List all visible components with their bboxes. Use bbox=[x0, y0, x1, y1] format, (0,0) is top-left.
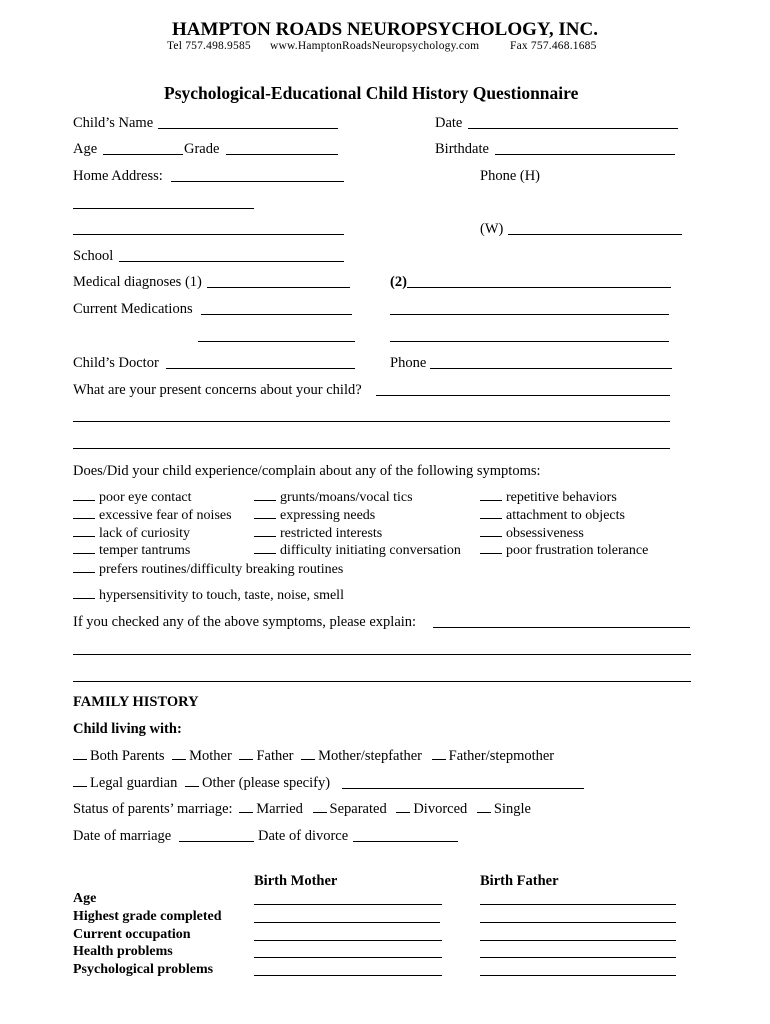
parent-row-label: Current occupation bbox=[73, 927, 191, 942]
checkbox-both-parents[interactable] bbox=[73, 747, 87, 760]
symptom-checkbox[interactable] bbox=[254, 541, 276, 554]
form-title: Psychological-Educational Child History Questionnaire bbox=[164, 83, 579, 103]
other-specify-field[interactable] bbox=[342, 788, 584, 789]
symptom-checkbox[interactable] bbox=[254, 506, 276, 519]
checkbox-mother[interactable] bbox=[172, 747, 186, 760]
current-medications-label: Current Medications bbox=[73, 301, 193, 317]
symptom-checkbox[interactable] bbox=[480, 541, 502, 554]
symptom-item[interactable]: difficulty initiating conversation bbox=[254, 541, 461, 559]
symptom-checkbox[interactable] bbox=[254, 524, 276, 537]
family-history-heading: FAMILY HISTORY bbox=[73, 694, 199, 710]
date-of-marriage-label: Date of marriage bbox=[73, 828, 172, 844]
checkbox-separated[interactable] bbox=[313, 800, 327, 813]
company-website: www.HamptonRoadsNeuropsychology.com bbox=[270, 40, 480, 52]
symptom-checkbox[interactable] bbox=[480, 488, 502, 501]
symptom-checkbox[interactable] bbox=[73, 524, 95, 537]
phone-work-field[interactable] bbox=[508, 234, 682, 235]
symptom-item[interactable]: restricted interests bbox=[254, 524, 382, 542]
childs-doctor-field[interactable] bbox=[166, 368, 355, 369]
concerns-field-3[interactable] bbox=[73, 448, 670, 449]
symptom-item[interactable]: poor frustration tolerance bbox=[480, 541, 648, 559]
diagnosis-1-field[interactable] bbox=[207, 287, 350, 288]
concerns-field-1[interactable] bbox=[376, 395, 670, 396]
symptom-checkbox[interactable] bbox=[73, 586, 95, 599]
symptom-checkbox[interactable] bbox=[480, 506, 502, 519]
date-label: Date bbox=[435, 115, 463, 131]
diagnosis-2-label: (2) bbox=[390, 274, 407, 290]
father-age-field[interactable] bbox=[480, 904, 676, 905]
father-grade-field[interactable] bbox=[480, 922, 676, 923]
date-of-divorce-label: Date of divorce bbox=[258, 828, 349, 844]
father-psych-field[interactable] bbox=[480, 975, 676, 976]
childs-name-field[interactable] bbox=[158, 128, 338, 129]
grade-label: Grade bbox=[184, 141, 220, 157]
home-address-label: Home Address: bbox=[73, 168, 163, 184]
home-address-field-1[interactable] bbox=[171, 181, 344, 182]
symptoms-explain-label: If you checked any of the above symptoms, please explain: bbox=[73, 614, 417, 630]
school-label: School bbox=[73, 248, 114, 264]
company-name: HAMPTON ROADS NEUROPSYCHOLOGY, INC. bbox=[172, 19, 598, 40]
checkbox-mother-stepfather[interactable] bbox=[301, 747, 315, 760]
mother-grade-field[interactable] bbox=[254, 922, 440, 923]
marriage-status-row: Status of parents’ marriage: Married Separated Divorced Single bbox=[73, 801, 531, 817]
checkbox-father-stepmother[interactable] bbox=[432, 747, 446, 760]
living-with-options-row-2: Legal guardian Other (please specify) bbox=[73, 774, 330, 792]
checkbox-father[interactable] bbox=[239, 747, 253, 760]
phone-work-label: (W) bbox=[480, 221, 504, 237]
symptom-checkbox[interactable] bbox=[73, 506, 95, 519]
child-living-with-label: Child living with: bbox=[73, 721, 182, 737]
birthdate-field[interactable] bbox=[495, 154, 675, 155]
checkbox-divorced[interactable] bbox=[396, 800, 410, 813]
symptom-checkbox[interactable] bbox=[73, 541, 95, 554]
home-address-field-2[interactable] bbox=[73, 208, 254, 209]
mother-age-field[interactable] bbox=[254, 904, 442, 905]
symptom-item[interactable]: temper tantrums bbox=[73, 541, 190, 559]
company-tel: Tel 757.498.9585 bbox=[167, 40, 251, 52]
symptom-checkbox[interactable] bbox=[254, 488, 276, 501]
symptom-checkbox[interactable] bbox=[480, 524, 502, 537]
school-field[interactable] bbox=[119, 261, 344, 262]
medications-field-2[interactable] bbox=[390, 314, 669, 315]
parent-row-label: Highest grade completed bbox=[73, 909, 222, 924]
symptom-checkbox[interactable] bbox=[73, 560, 95, 573]
grade-field[interactable] bbox=[226, 154, 338, 155]
birthdate-label: Birthdate bbox=[435, 141, 489, 157]
medical-diagnoses-label: Medical diagnoses (1) bbox=[73, 274, 202, 290]
father-health-field[interactable] bbox=[480, 957, 676, 958]
parent-row-label: Psychological problems bbox=[73, 962, 214, 977]
childs-name-label: Child’s Name bbox=[73, 115, 154, 131]
phone-home-label: Phone (H) bbox=[480, 168, 541, 184]
parent-row-label: Age bbox=[73, 891, 97, 906]
checkbox-married[interactable] bbox=[239, 800, 253, 813]
medications-field-3[interactable] bbox=[198, 341, 355, 342]
company-fax: Fax 757.468.1685 bbox=[510, 40, 597, 52]
birth-father-heading: Birth Father bbox=[480, 873, 559, 889]
father-occupation-field[interactable] bbox=[480, 940, 676, 941]
mother-occupation-field[interactable] bbox=[254, 940, 442, 941]
childs-doctor-label: Child’s Doctor bbox=[73, 355, 159, 371]
parent-row-label: Health problems bbox=[73, 944, 173, 959]
explain-field-2[interactable] bbox=[73, 654, 691, 655]
mother-health-field[interactable] bbox=[254, 957, 442, 958]
symptom-item[interactable]: prefers routines/difficulty breaking routines bbox=[73, 560, 343, 578]
medications-field-4[interactable] bbox=[390, 341, 669, 342]
medications-field-1[interactable] bbox=[201, 314, 352, 315]
home-address-field-3[interactable] bbox=[73, 234, 344, 235]
birth-mother-heading: Birth Mother bbox=[254, 873, 338, 889]
symptom-item[interactable]: obsessiveness bbox=[480, 524, 584, 542]
mother-psych-field[interactable] bbox=[254, 975, 442, 976]
date-of-divorce-field[interactable] bbox=[353, 841, 458, 842]
present-concerns-label: What are your present concerns about your child? bbox=[73, 382, 362, 398]
doctor-phone-field[interactable] bbox=[430, 368, 672, 369]
living-with-options-row-1: Both Parents Mother Father Mother/stepfather Father/stepmother bbox=[73, 747, 554, 765]
symptom-item[interactable]: repetitive behaviors bbox=[480, 488, 617, 506]
age-field[interactable] bbox=[103, 154, 183, 155]
symptoms-intro: Does/Did your child experience/complain about any of the following symptoms: bbox=[73, 463, 541, 479]
checkbox-legal-guardian[interactable] bbox=[73, 774, 87, 787]
symptom-item[interactable]: attachment to objects bbox=[480, 506, 625, 524]
age-label: Age bbox=[73, 141, 98, 157]
checkbox-single[interactable] bbox=[477, 800, 491, 813]
symptom-item[interactable]: hypersensitivity to touch, taste, noise, smell bbox=[73, 586, 344, 604]
explain-field-3[interactable] bbox=[73, 681, 691, 682]
symptom-item[interactable]: grunts/moans/vocal tics bbox=[254, 488, 413, 506]
symptom-item[interactable]: excessive fear of noises bbox=[73, 506, 232, 524]
checkbox-other[interactable] bbox=[185, 774, 199, 787]
doctor-phone-label: Phone bbox=[390, 355, 427, 371]
date-of-marriage-field[interactable] bbox=[179, 841, 254, 842]
explain-field-1[interactable] bbox=[433, 627, 690, 628]
date-field[interactable] bbox=[468, 128, 678, 129]
symptom-item[interactable]: expressing needs bbox=[254, 506, 375, 524]
diagnosis-2-field[interactable] bbox=[407, 287, 671, 288]
symptom-checkbox[interactable] bbox=[73, 488, 95, 501]
concerns-field-2[interactable] bbox=[73, 421, 670, 422]
symptom-item[interactable]: poor eye contact bbox=[73, 488, 192, 506]
symptom-item[interactable]: lack of curiosity bbox=[73, 524, 190, 542]
